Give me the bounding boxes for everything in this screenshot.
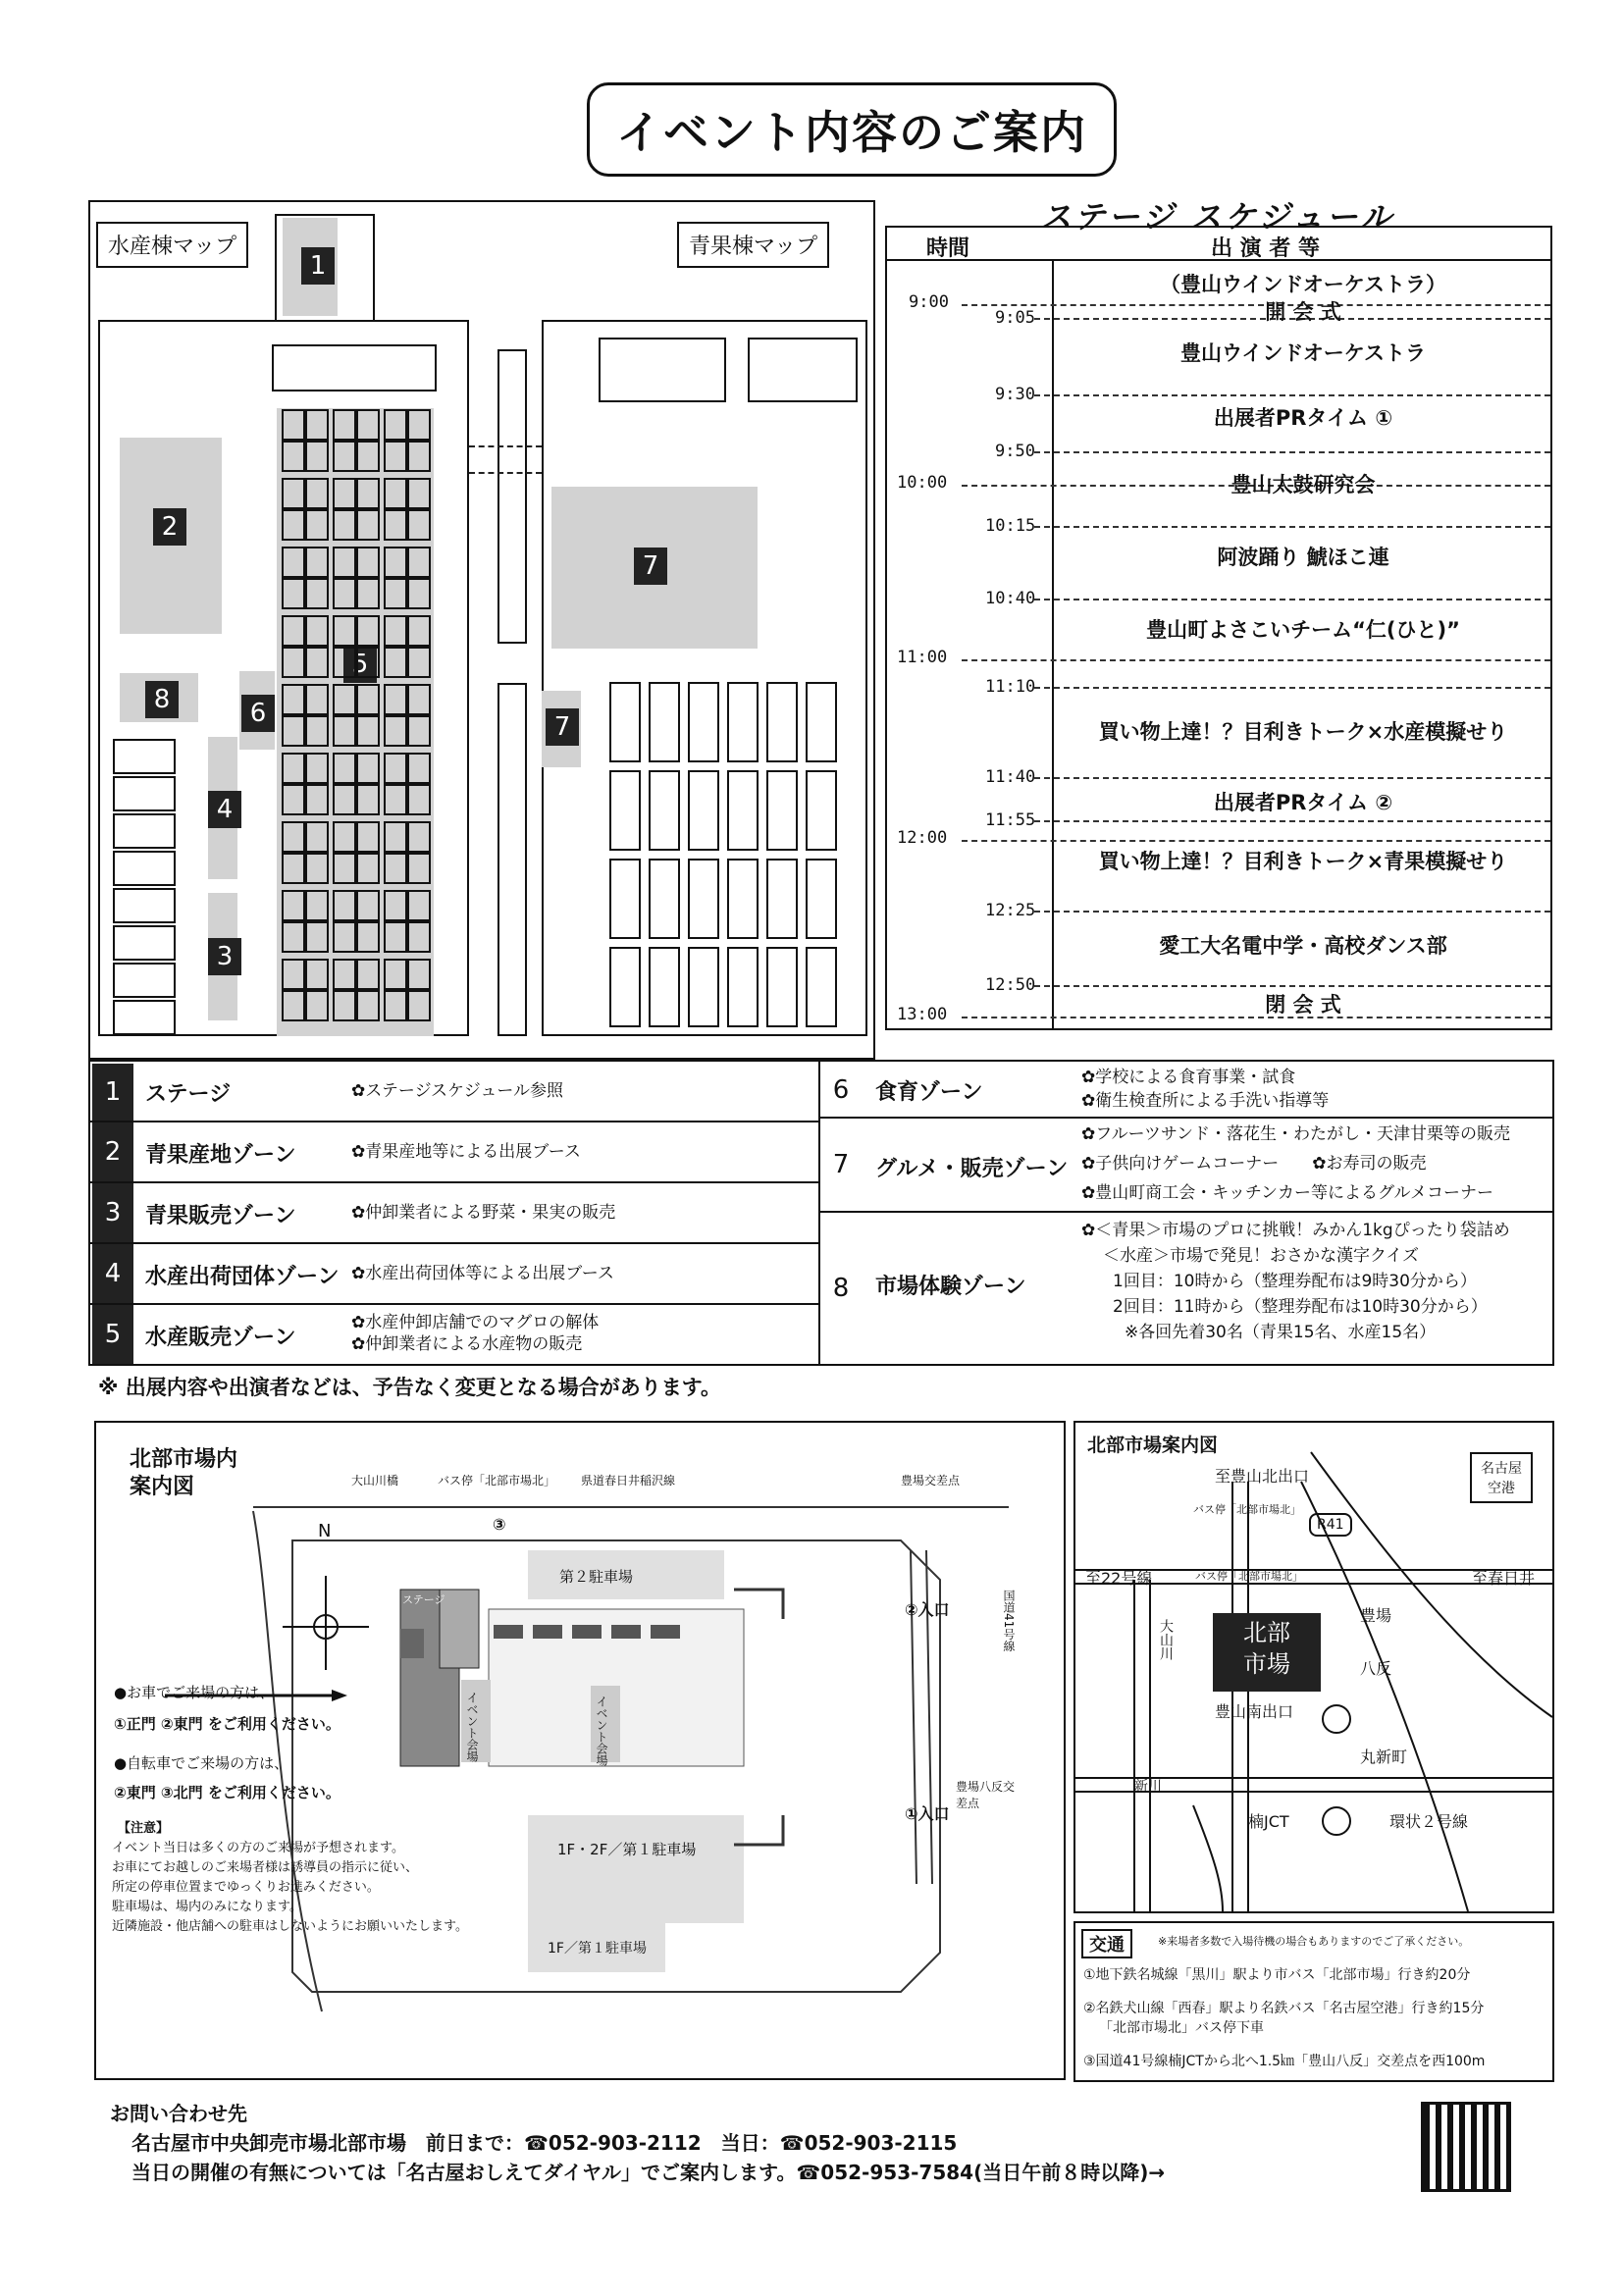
market-name: 北部 xyxy=(1243,1619,1290,1646)
zone-name: ステージ xyxy=(145,1082,232,1107)
road-label: 豊場八反交差点 xyxy=(956,1780,1016,1810)
road-label: バス停「北部市場北」 xyxy=(438,1474,556,1487)
caution-text: 駐車場は、場内のみになります。 xyxy=(112,1900,302,1914)
market-map-drawing xyxy=(96,1423,1064,2078)
area-label: 新川 xyxy=(1134,1779,1162,1795)
area-label: 楠JCT xyxy=(1248,1812,1289,1831)
performer: 豊山ウインドオーケストラ xyxy=(1180,341,1426,365)
area-map xyxy=(1073,1421,1554,1913)
car-info: ●お車でご来場の方は、 xyxy=(114,1684,275,1701)
contact-line: 名古屋市中央卸売市場北部市場 前日まで：☎052-903-2112 当日：☎052-903-2115 xyxy=(131,2131,958,2155)
time-label: 11:55 xyxy=(985,810,1036,830)
performer: 豊山太鼓研究会 xyxy=(1230,473,1376,496)
zone-4-marker: 4 xyxy=(208,791,241,828)
bike-info: ●自転車でご来場の方は、 xyxy=(114,1754,289,1772)
zone-num: 8 xyxy=(820,1213,862,1364)
zone-desc: ✿衛生検査所による手洗い指導等 xyxy=(1081,1091,1330,1111)
time-label: 10:40 xyxy=(985,589,1036,608)
time-label: 11:40 xyxy=(985,767,1036,787)
zone-num: 6 xyxy=(820,1064,862,1117)
zone-num: 4 xyxy=(92,1244,133,1303)
time-label: 12:50 xyxy=(985,975,1036,995)
caution-text: 所定の停車位置までゆっくりお進みください。 xyxy=(112,1880,380,1895)
area-label: R41 xyxy=(1309,1513,1352,1537)
seika-map-label: 青果棟マップ xyxy=(677,222,829,268)
performer: 閉 会 式 xyxy=(1265,993,1341,1017)
area-label: 大山川 xyxy=(1158,1619,1174,1660)
market-map-title: 北部市場内 xyxy=(130,1447,238,1472)
zone-desc: ✿ステージスケジュール参照 xyxy=(351,1081,564,1101)
gate-3: ③ xyxy=(493,1515,506,1534)
zone-name: 水産販売ゾーン xyxy=(145,1326,296,1350)
zone-name: 青果販売ゾーン xyxy=(145,1204,296,1228)
area-label: 名古屋空港 xyxy=(1470,1452,1533,1503)
performer: 出展者PRタイム ① xyxy=(1213,406,1393,430)
north-mark: N xyxy=(318,1521,332,1541)
time-label: 13:00 xyxy=(897,1005,948,1024)
zone-desc: ✿フルーツサンド・落花生・わたがし・天津甘栗等の販売 xyxy=(1081,1124,1511,1144)
access-title: 交通 xyxy=(1081,1929,1132,1958)
zone-5-marker: 5 xyxy=(343,646,377,683)
floor-map xyxy=(88,200,875,1060)
car-info: ①正門 ②東門 をご利用ください。 xyxy=(114,1715,340,1733)
suisan-map-label: 水産棟マップ xyxy=(96,222,248,268)
area-label: イベント会場 xyxy=(595,1696,608,1766)
contact-line: 当日の開催の有無については「名古屋おしえてダイヤル」でご案内します。☎052-953-7584(当日午前８時以降)→ xyxy=(131,2161,1166,2184)
zone-num: 5 xyxy=(92,1305,133,1364)
performer: 買い物上達！？目利きトーク×水産模擬せり xyxy=(1098,720,1508,744)
stall-grid xyxy=(90,202,875,1056)
time-label: 12:25 xyxy=(985,901,1036,920)
zone-num: 2 xyxy=(92,1122,133,1181)
caution-title: 【注意】 xyxy=(118,1821,170,1836)
zone-2-marker: 2 xyxy=(153,508,186,546)
access-item: ①地下鉄名城線「黒川」駅より市バス「北部市場」行き約20分 xyxy=(1083,1967,1471,1983)
time-label: 9:50 xyxy=(995,442,1035,461)
area-label: 豊山南出口 xyxy=(1215,1702,1294,1721)
zone-desc: ✿青果産地等による出展ブース xyxy=(351,1142,581,1162)
area-label: 丸新町 xyxy=(1360,1748,1408,1766)
schedule-col-performer: 出 演 者 等 xyxy=(1211,236,1320,261)
area-label: 1F・2F／第１駐車場 xyxy=(557,1841,697,1858)
performer: 出展者PRタイム ② xyxy=(1213,791,1393,814)
time-label: 10:00 xyxy=(897,473,948,493)
market-map-title: 案内図 xyxy=(130,1475,195,1499)
access-box xyxy=(1073,1921,1554,2082)
area-label: 至豊山北出口 xyxy=(1215,1467,1310,1486)
page-title: イベント内容のご案内 xyxy=(587,82,1117,177)
performer: 阿波踊り 鯱ほこ連 xyxy=(1217,546,1389,569)
performer: （豊山ウインドオーケストラ） xyxy=(1160,273,1446,296)
zone-num: 1 xyxy=(92,1064,133,1121)
time-label: 11:00 xyxy=(897,648,948,667)
bike-info: ②東門 ③北門 をご利用ください。 xyxy=(114,1784,340,1801)
zone-desc: ✿豊山町商工会・キッチンカー等によるグルメコーナー xyxy=(1081,1183,1494,1203)
performer: 開 会 式 xyxy=(1265,300,1341,324)
caution-text: 近隣施設・他店舗への駐車はしないようにお願いいたします。 xyxy=(112,1919,468,1934)
time-label: 9:30 xyxy=(995,385,1035,404)
zone-name: 青果産地ゾーン xyxy=(145,1143,296,1168)
zone-1-marker: 1 xyxy=(301,247,335,285)
time-label: 9:05 xyxy=(995,308,1035,328)
zone-desc: ✿子供向けゲームコーナー ✿お寿司の販売 xyxy=(1081,1154,1427,1174)
zone-table xyxy=(88,1060,1554,1366)
zone-desc: ✿＜青果＞市場のプロに挑戦！みかん1kgぴったり袋詰め xyxy=(1081,1221,1510,1240)
access-item: ③国道41号線楠JCTから北へ1.5㎞「豊山八反」交差点を西100m xyxy=(1083,2054,1486,2069)
area-label: 至22号線 xyxy=(1085,1569,1153,1588)
area-label: 環状２号線 xyxy=(1389,1812,1469,1831)
time-label: 9:00 xyxy=(909,292,949,312)
time-label: 10:15 xyxy=(985,516,1036,536)
zone-name: グルメ・販売ゾーン xyxy=(875,1157,1069,1181)
access-note: ※来場者多数で入場待機の場合もありますのでご了承ください。 xyxy=(1158,1935,1470,1948)
time-label: 11:10 xyxy=(985,677,1036,697)
zone-desc: ※各回先着30名（青果15名、水産15名） xyxy=(1125,1323,1437,1342)
zone-name: 水産出荷団体ゾーン xyxy=(145,1265,340,1289)
road-label: 豊場交差点 xyxy=(901,1474,961,1487)
zone-desc: ✿水産仲卸店舗でのマグロの解体 xyxy=(351,1313,600,1332)
schedule-col-time: 時間 xyxy=(926,236,970,261)
zone-6-marker: 6 xyxy=(241,695,275,732)
market-internal-map xyxy=(94,1421,1066,2080)
zone-desc: ✿仲卸業者による水産物の販売 xyxy=(351,1334,583,1354)
area-label: 1F／第１駐車場 xyxy=(548,1941,647,1957)
schedule-title: ステージ スケジュール xyxy=(1040,198,1394,235)
qr-code[interactable] xyxy=(1421,2102,1511,2192)
road-label: 国道41号線 xyxy=(1002,1590,1016,1652)
road-label: 県道春日井稲沢線 xyxy=(581,1474,676,1487)
area-label: 至春日井 xyxy=(1472,1569,1536,1588)
area-label: ステージ xyxy=(402,1593,445,1606)
time-label: 12:00 xyxy=(897,828,948,848)
area-label: 第２駐車場 xyxy=(559,1568,634,1586)
contact-title: お問い合わせ先 xyxy=(110,2102,247,2125)
zone-7b-marker: 7 xyxy=(546,708,579,746)
area-label: 豊場 xyxy=(1360,1606,1392,1625)
performer: 豊山町よさこいチーム“仁(ひと)” xyxy=(1146,618,1460,642)
zone-desc: 1回目：10時から（整理券配布は9時30分から） xyxy=(1113,1272,1477,1291)
gate-2: ②入口 xyxy=(905,1600,950,1619)
area-label: バス停「北部市場北」 xyxy=(1193,1503,1301,1516)
access-item: 「北部市場北」バス停下車 xyxy=(1099,2020,1264,2036)
zone-7a-marker: 7 xyxy=(634,548,667,585)
zone-desc: 2回目：11時から（整理券配布は10時30分から） xyxy=(1113,1297,1488,1317)
disclaimer: ※ 出展内容や出演者などは、予告なく変更となる場合があります。 xyxy=(98,1376,722,1399)
access-item: ②名鉄犬山線「西春」駅より名鉄バス「名古屋空港」行き約15分 xyxy=(1083,2001,1485,2016)
caution-text: イベント当日は多くの方のご来場が予想されます。 xyxy=(112,1841,404,1855)
zone-desc: ✿学校による食育事業・試食 xyxy=(1081,1068,1296,1087)
zone-8-marker: 8 xyxy=(145,681,179,718)
zone-num: 7 xyxy=(820,1119,862,1211)
zone-desc: ✿仲卸業者による野菜・果実の販売 xyxy=(351,1203,616,1223)
area-label: バス停「北部市場北」 xyxy=(1195,1570,1303,1583)
performer: 愛工大名電中学・高校ダンス部 xyxy=(1159,934,1447,958)
area-map-title: 北部市場案内図 xyxy=(1087,1435,1219,1456)
market-name: 市場 xyxy=(1243,1650,1290,1678)
performer: 買い物上達！？目利きトーク×青果模擬せり xyxy=(1098,850,1508,873)
stage-schedule xyxy=(885,226,1552,1030)
gate-1: ①入口 xyxy=(905,1804,950,1823)
road-label: 大山川橋 xyxy=(351,1474,399,1487)
zone-name: 市場体験ゾーン xyxy=(875,1275,1026,1299)
area-label: イベント会場 xyxy=(465,1692,479,1762)
zone-desc: ＜水産＞市場で発見！おさかな漢字クイズ xyxy=(1103,1246,1419,1266)
zone-name: 食育ゾーン xyxy=(875,1080,983,1105)
zone-num: 3 xyxy=(92,1183,133,1242)
zone-desc: ✿水産出荷団体等による出展ブース xyxy=(351,1264,614,1283)
zone-3-marker: 3 xyxy=(208,938,241,975)
area-label: 八反 xyxy=(1360,1659,1392,1678)
caution-text: お車にてお越しのご来場者様は誘導員の指示に従い、 xyxy=(112,1860,419,1875)
